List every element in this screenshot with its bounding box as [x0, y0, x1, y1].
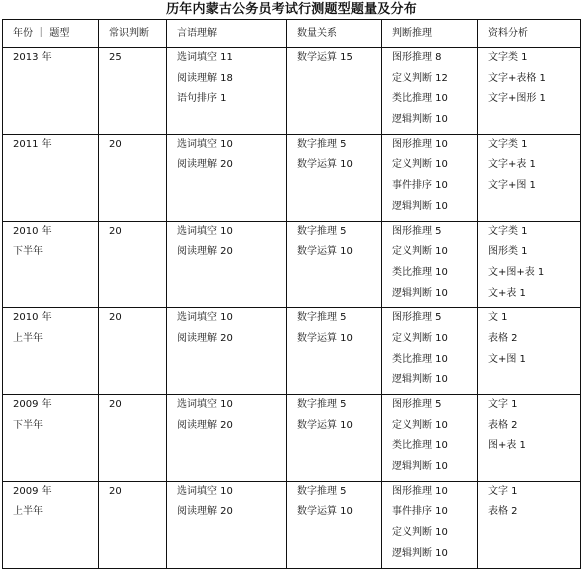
cell-ziliao-line: 表格 2 [488, 506, 518, 518]
cell-changshi [99, 308, 167, 395]
cell-yanyu [167, 395, 287, 482]
cell-panduan [382, 48, 478, 135]
cell-panduan-line: 定义判断 10 [392, 159, 448, 171]
cell-shuliang [287, 395, 382, 482]
cell-yanyu-line: 选词填空 11 [177, 52, 233, 63]
header-ziliao: 资料分析 [478, 20, 581, 48]
cell-shuliang-line: 数学运算 10 [297, 246, 353, 258]
cell-year-line: 上半年 [13, 506, 43, 518]
cell-panduan-line: 逻辑判断 10 [392, 547, 448, 559]
table-row [3, 481, 581, 568]
cell-panduan-line: 定义判断 10 [392, 246, 448, 258]
cell-panduan [382, 481, 478, 568]
cell-shuliang-line: 数字推理 5 [297, 225, 347, 237]
cell-changshi-value: 20 [109, 399, 122, 410]
exam-distribution-table [2, 19, 581, 569]
cell-ziliao [478, 308, 581, 395]
cell-ziliao-line: 表格 2 [488, 332, 518, 344]
cell-yanyu-line: 阅读理解 20 [177, 246, 233, 258]
cell-ziliao-line: 文字+图形 1 [488, 93, 546, 105]
cell-panduan-line: 逻辑判断 10 [392, 200, 448, 212]
cell-panduan [382, 221, 478, 308]
cell-year [3, 395, 99, 482]
cell-yanyu [167, 48, 287, 135]
cell-year-line: 2009 年 [13, 399, 52, 410]
cell-changshi-value: 20 [109, 312, 122, 324]
table-row [3, 395, 581, 482]
cell-ziliao [478, 395, 581, 482]
cell-shuliang-line: 数字推理 5 [297, 312, 347, 324]
cell-yanyu-line: 阅读理解 18 [177, 72, 233, 84]
cell-panduan [382, 308, 478, 395]
cell-shuliang [287, 134, 382, 221]
cell-yanyu-line: 语句排序 1 [177, 93, 227, 105]
cell-yanyu-line: 选词填空 10 [177, 485, 233, 497]
cell-yanyu [167, 308, 287, 395]
table-row [3, 308, 581, 395]
cell-changshi-value: 20 [109, 225, 122, 237]
cell-year-line: 2009 年 [13, 485, 52, 497]
cell-ziliao [478, 134, 581, 221]
table-row [3, 48, 581, 135]
cell-panduan-line: 类比推理 10 [392, 440, 448, 452]
cell-shuliang-line: 数学运算 10 [297, 506, 353, 518]
cell-year [3, 481, 99, 568]
header-changshi: 常识判断 [99, 20, 167, 48]
cell-yanyu [167, 481, 287, 568]
cell-yanyu [167, 134, 287, 221]
cell-panduan-line: 逻辑判断 10 [392, 114, 448, 126]
cell-shuliang [287, 481, 382, 568]
cell-changshi [99, 48, 167, 135]
cell-shuliang-line: 数学运算 15 [297, 52, 353, 63]
cell-ziliao-line: 文字+表格 1 [488, 72, 546, 84]
cell-year-line: 2011 年 [13, 138, 52, 150]
cell-year-line: 下半年 [13, 419, 43, 431]
cell-shuliang-line: 数字推理 5 [297, 138, 347, 150]
cell-changshi-value: 20 [109, 138, 122, 150]
cell-changshi [99, 221, 167, 308]
cell-panduan-line: 图形推理 5 [392, 312, 442, 324]
cell-panduan-line: 事件排序 10 [392, 180, 448, 192]
cell-ziliao-line: 文字类 1 [488, 138, 528, 150]
header-year: 年份 ｜ 题型 [3, 20, 99, 48]
cell-changshi-value: 20 [109, 485, 122, 497]
cell-ziliao-line: 文字 1 [488, 485, 518, 497]
cell-ziliao-line: 文+图+表 1 [488, 266, 545, 278]
cell-year [3, 48, 99, 135]
cell-panduan [382, 134, 478, 221]
header-shuliang: 数量关系 [287, 20, 382, 48]
cell-year-line: 2010 年 [13, 225, 52, 237]
cell-panduan-line: 类比推理 10 [392, 93, 448, 105]
cell-yanyu-line: 阅读理解 20 [177, 419, 233, 431]
table-body [3, 48, 581, 569]
cell-changshi [99, 481, 167, 568]
cell-ziliao-line: 图形类 1 [488, 246, 528, 258]
cell-ziliao-line: 文字类 1 [488, 52, 528, 63]
cell-panduan-line: 定义判断 10 [392, 527, 448, 539]
cell-shuliang [287, 221, 382, 308]
header-panduan: 判断推理 [382, 20, 478, 48]
cell-panduan-line: 逻辑判断 10 [392, 374, 448, 386]
cell-ziliao [478, 221, 581, 308]
cell-panduan [382, 395, 478, 482]
cell-panduan-line: 图形推理 8 [392, 52, 442, 63]
cell-yanyu-line: 阅读理解 20 [177, 159, 233, 171]
cell-ziliao-line: 文字+图 1 [488, 180, 536, 192]
cell-year-line: 上半年 [13, 332, 43, 344]
page-title: 历年内蒙古公务员考试行测题型题量及分布 [166, 2, 417, 17]
cell-ziliao-line: 文+图 1 [488, 353, 526, 365]
cell-panduan-line: 逻辑判断 10 [392, 461, 448, 473]
cell-changshi [99, 395, 167, 482]
cell-ziliao-line: 文 1 [488, 312, 508, 324]
cell-changshi [99, 134, 167, 221]
cell-shuliang-line: 数学运算 10 [297, 419, 353, 431]
cell-panduan-line: 逻辑判断 10 [392, 287, 448, 299]
cell-yanyu-line: 选词填空 10 [177, 312, 233, 324]
cell-panduan-line: 图形推理 5 [392, 225, 442, 237]
table-header-row [3, 20, 581, 48]
cell-shuliang-line: 数学运算 10 [297, 159, 353, 171]
cell-yanyu-line: 选词填空 10 [177, 138, 233, 150]
cell-ziliao-line: 文字+表 1 [488, 159, 536, 171]
header-yanyu: 言语理解 [167, 20, 287, 48]
cell-shuliang [287, 48, 382, 135]
cell-yanyu-line: 阅读理解 20 [177, 332, 233, 344]
cell-year-line: 2013 年 [13, 52, 52, 63]
cell-changshi-value: 25 [109, 52, 122, 63]
cell-yanyu-line: 阅读理解 20 [177, 506, 233, 518]
cell-year [3, 134, 99, 221]
cell-yanyu-line: 选词填空 10 [177, 399, 233, 410]
cell-ziliao-line: 表格 2 [488, 419, 518, 431]
cell-year-line: 下半年 [13, 246, 43, 258]
cell-panduan-line: 图形推理 5 [392, 399, 442, 410]
cell-shuliang-line: 数字推理 5 [297, 485, 347, 497]
cell-ziliao [478, 481, 581, 568]
cell-year [3, 308, 99, 395]
cell-panduan-line: 图形推理 10 [392, 138, 448, 150]
cell-yanyu [167, 221, 287, 308]
cell-panduan-line: 事件排序 10 [392, 506, 448, 518]
table-row [3, 221, 581, 308]
table-row [3, 134, 581, 221]
cell-ziliao-line: 文字 1 [488, 399, 518, 410]
cell-yanyu-line: 选词填空 10 [177, 225, 233, 237]
cell-panduan-line: 类比推理 10 [392, 266, 448, 278]
cell-ziliao-line: 文字类 1 [488, 225, 528, 237]
cell-shuliang-line: 数字推理 5 [297, 399, 347, 410]
cell-panduan-line: 类比推理 10 [392, 353, 448, 365]
cell-ziliao-line: 文+表 1 [488, 287, 526, 299]
cell-panduan-line: 定义判断 10 [392, 332, 448, 344]
cell-panduan-line: 定义判断 10 [392, 419, 448, 431]
cell-panduan-line: 定义判断 12 [392, 72, 448, 84]
cell-shuliang [287, 308, 382, 395]
cell-shuliang-line: 数学运算 10 [297, 332, 353, 344]
cell-panduan-line: 图形推理 10 [392, 485, 448, 497]
cell-year-line: 2010 年 [13, 312, 52, 324]
cell-ziliao [478, 48, 581, 135]
cell-ziliao-line: 图+表 1 [488, 440, 526, 452]
cell-year [3, 221, 99, 308]
